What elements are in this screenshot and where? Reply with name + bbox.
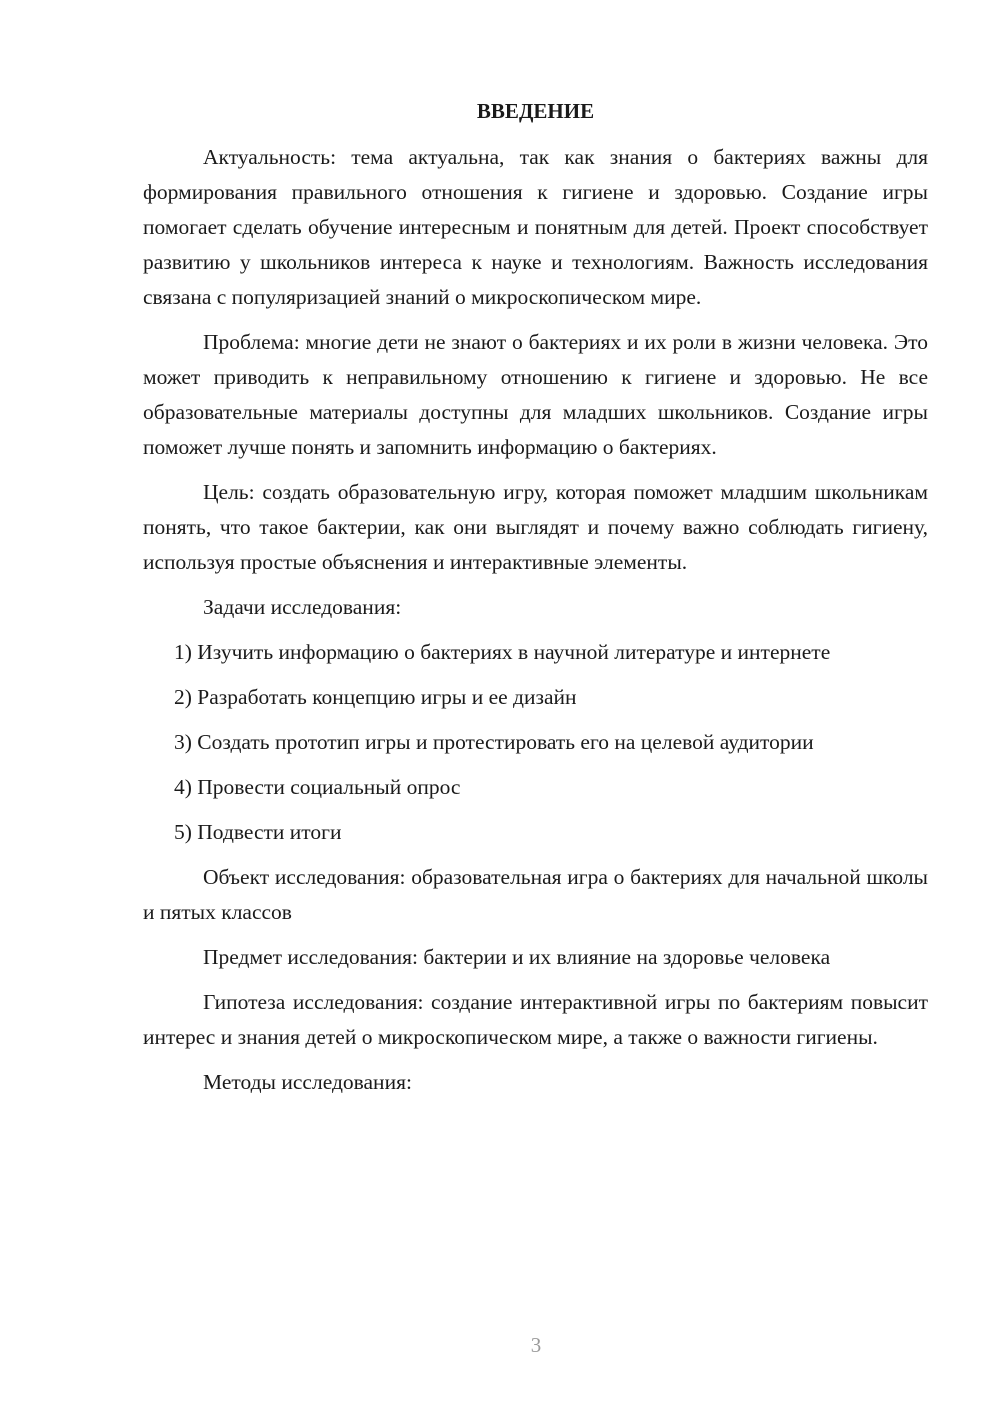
research-object-paragraph: Объект исследования: образовательная игра о бактериях для начальной школы и пятых классов <box>143 865 928 924</box>
task-item-5: 5) Подвести итоги <box>174 820 342 844</box>
goal-paragraph: Цель: создать образовательную игру, которая поможет младшим школьникам понять, что такое бактерии, как они выглядят и почему важно соблюдать гигиену, используя простые объяснения и интерактивные элементы. <box>143 480 928 574</box>
hypothesis-paragraph: Гипотеза исследования: создание интерактивной игры по бактериям повысит интерес и знания детей о микроскопическом мире, а также о важности гигиены. <box>143 990 928 1049</box>
task-item-4: 4) Провести социальный опрос <box>174 775 461 799</box>
page-content <box>143 96 928 1110</box>
task-item-3: 3) Создать прототип игры и протестировать его на целевой аудитории <box>174 730 814 754</box>
methods-heading: Методы исследования: <box>203 1070 412 1094</box>
task-item-1: 1) Изучить информацию о бактериях в научной литературе и интернете <box>174 640 831 664</box>
task-item-2: 2) Разработать концепцию игры и ее дизайн <box>174 685 577 709</box>
page-number: 3 <box>530 1333 542 1357</box>
section-heading: ВВЕДЕНИЕ <box>476 99 595 123</box>
research-subject-paragraph: Предмет исследования: бактерии и их влияние на здоровье человека <box>203 945 831 969</box>
problem-paragraph: Проблема: многие дети не знают о бактериях и их роли в жизни человека. Это может приводить к неправильному отношению к гигиене и здоровью. Не все образовательные материалы доступны для младших школьников. Создание игры поможет лучше понять и запомнить информацию о бактериях. <box>143 330 928 459</box>
tasks-heading: Задачи исследования: <box>203 595 402 619</box>
relevance-paragraph: Актуальность: тема актуальна, так как знания о бактериях важны для формирования правильного отношения к гигиене и здоровью. Создание игры помогает сделать обучение интересным и понятным для детей. Проект способствует развитию у школьников интереса к науке и технологиям. Важность исследования связана с популяризацией знаний о микроскопическом мире. <box>143 145 928 309</box>
